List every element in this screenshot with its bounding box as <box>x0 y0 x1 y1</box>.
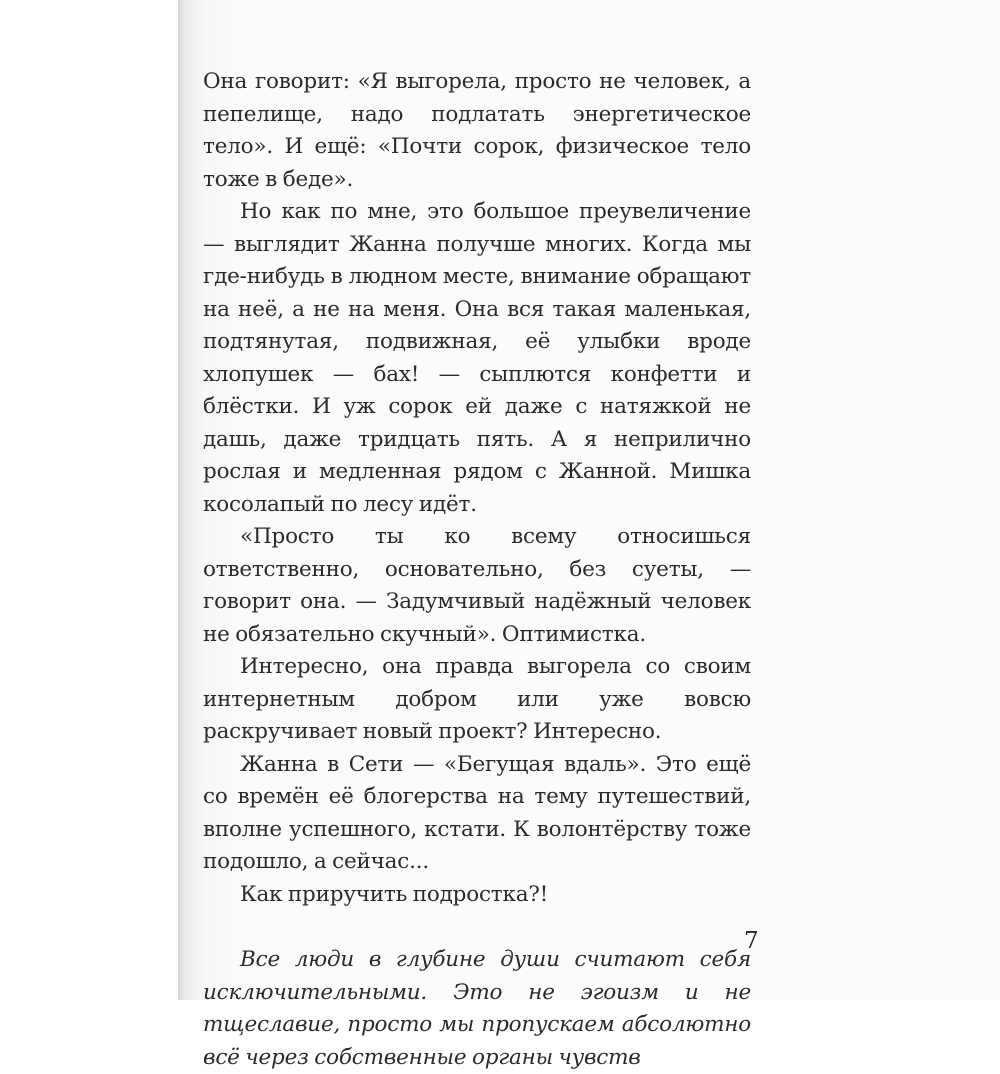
paragraph-6: Как приручить подростка?! <box>240 881 549 907</box>
page-text <box>203 66 751 1074</box>
paragraph-2: Но как по мне, это большое преувеличение — выглядит Жанна получше многих. Когда мы где-нибудь в людном месте, внимание обращают на неё, а не на меня. Она вся такая маленькая, подтянутая, подвижная, её улыбки вроде хлопушек — бах! — сыплются конфетти и блёстки. И уж сорок ей даже с натяжкой не дашь, даже тридцать пять. А я неприлично рослая и медленная рядом с Жанной. Мишка косолапый по лесу идёт. <box>203 199 751 517</box>
paragraph-4: Интересно, она правда выгорела со своим интернетным добром или уже вовсю раскручивает новый проект? Интересно. <box>203 654 751 744</box>
paragraph-5: Жанна в Сети — «Бегущая вдаль». Это ещё со времён её блогерства на тему путешествий, вполне успешного, кстати. К волонтёрству тоже подошло, а сейчас... <box>203 751 751 874</box>
page-number: 7 <box>744 928 759 954</box>
paragraph-1: Она говорит: «Я выгорела, просто не человек, а пепелище, надо подлатать энергетическое тело». И ещё: «Почти сорок, физическое тело тоже в беде». <box>203 69 751 192</box>
italic-paragraph: Все люди в глубине души считают себя исключительными. Это не эгоизм и не тщеславие, просто мы пропускаем абсолютно всё через собственные органы чувств <box>203 947 751 1070</box>
paragraph-3: «Просто ты ко всему относишься ответственно, основательно, без суеты, — говорит она. — Задумчивый надёжный человек не обязательно скучный». Оптимистка. <box>203 524 751 647</box>
